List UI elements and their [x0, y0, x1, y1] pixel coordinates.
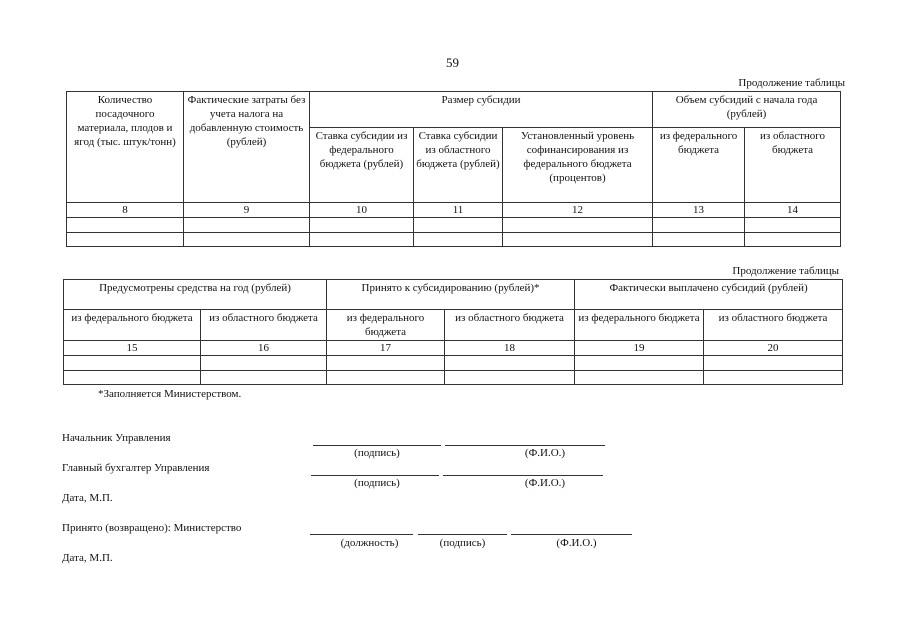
table-row [64, 371, 843, 385]
empty-cell[interactable] [64, 371, 201, 385]
empty-cell[interactable] [184, 218, 310, 233]
header-cofinancing-level: Установленный уровень софинансирования из федерального бюджета (процентов) [503, 128, 653, 203]
table-row [67, 218, 841, 233]
empty-cell[interactable] [503, 218, 653, 233]
name-line[interactable] [445, 445, 605, 446]
header-federal: из федерального бюджета [327, 310, 445, 341]
column-number: 13 [653, 203, 745, 218]
column-number: 9 [184, 203, 310, 218]
signature-line[interactable] [418, 534, 507, 535]
accepted-ministry-label: Принято (возвращено): Министерство [62, 522, 242, 534]
header-actually-paid: Фактически выплачено субсидий (рублей) [575, 280, 843, 310]
column-number: 14 [745, 203, 841, 218]
name-line[interactable] [511, 534, 632, 535]
empty-cell[interactable] [327, 356, 445, 371]
empty-cell[interactable] [67, 233, 184, 247]
header-planned-funds: Предусмотрены средства на год (рублей) [64, 280, 327, 310]
empty-cell[interactable] [503, 233, 653, 247]
header-regional: из областного бюджета [201, 310, 327, 341]
table-row [64, 356, 843, 371]
header-federal: из федерального бюджета [64, 310, 201, 341]
name-caption: (Ф.И.О.) [556, 537, 597, 549]
empty-cell[interactable] [201, 356, 327, 371]
signature-caption: (подпись) [439, 537, 486, 549]
header-subsidy-volume: Объем субсидий с начала года (рублей) [653, 92, 841, 128]
header-subsidy-size: Размер субсидии [310, 92, 653, 128]
subsidy-table-part2 [63, 279, 843, 385]
column-number: 12 [503, 203, 653, 218]
name-caption: (Ф.И.О.) [524, 447, 566, 459]
signature-caption: (подпись) [354, 447, 400, 459]
continuation-label: Продолжение таблицы [732, 265, 839, 277]
position-caption: (должность) [340, 537, 399, 549]
empty-cell[interactable] [310, 218, 414, 233]
empty-cell[interactable] [414, 218, 503, 233]
empty-cell[interactable] [575, 356, 704, 371]
column-number: 19 [575, 341, 704, 356]
empty-cell[interactable] [67, 218, 184, 233]
header-regional-rate: Ставка субсидии из областного бюджета (рублей) [414, 128, 503, 203]
column-number-row [67, 203, 841, 218]
column-number: 8 [67, 203, 184, 218]
signature-caption: (подпись) [354, 477, 400, 489]
column-number: 18 [445, 341, 575, 356]
empty-cell[interactable] [653, 218, 745, 233]
header-actual-costs: Фактические затраты без учета налога на добавленную стоимость (рублей) [184, 92, 310, 203]
chief-accountant-label: Главный бухгалтер Управления [62, 462, 210, 474]
header-accepted-for-subsidy: Принято к субсидированию (рублей)* [327, 280, 575, 310]
empty-cell[interactable] [445, 356, 575, 371]
position-line[interactable] [310, 534, 413, 535]
empty-cell[interactable] [445, 371, 575, 385]
name-caption: (Ф.И.О.) [524, 477, 566, 489]
empty-cell[interactable] [201, 371, 327, 385]
column-number: 17 [327, 341, 445, 356]
subsidy-table-part1 [66, 91, 841, 247]
empty-cell[interactable] [704, 356, 843, 371]
table-row [67, 233, 841, 247]
header-federal-rate: Ставка субсидии из федерального бюджета (рублей) [310, 128, 414, 203]
header-regional: из областного бюджета [704, 310, 843, 341]
column-number: 15 [64, 341, 201, 356]
empty-cell[interactable] [327, 371, 445, 385]
head-of-department-label: Начальник Управления [62, 432, 171, 444]
empty-cell[interactable] [704, 371, 843, 385]
header-regional: из областного бюджета [445, 310, 575, 341]
column-number: 20 [704, 341, 843, 356]
empty-cell[interactable] [575, 371, 704, 385]
continuation-label: Продолжение таблицы [738, 77, 845, 89]
empty-cell[interactable] [414, 233, 503, 247]
empty-cell[interactable] [745, 218, 841, 233]
header-volume-regional: из областного бюджета [745, 128, 841, 203]
column-number: 16 [201, 341, 327, 356]
column-number: 11 [414, 203, 503, 218]
empty-cell[interactable] [745, 233, 841, 247]
column-number-row [64, 341, 843, 356]
date-stamp-label: Дата, М.П. [62, 552, 113, 564]
empty-cell[interactable] [310, 233, 414, 247]
header-federal: из федерального бюджета [575, 310, 704, 341]
column-number: 10 [310, 203, 414, 218]
header-planting-material-quantity: Количество посадочного материала, плодов и ягод (тыс. штук/тонн) [67, 92, 184, 203]
header-volume-federal: из федерального бюджета [653, 128, 745, 203]
signature-line[interactable] [311, 475, 439, 476]
date-stamp-label: Дата, М.П. [62, 492, 113, 504]
signature-line[interactable] [313, 445, 441, 446]
footnote: *Заполняется Министерством. [98, 388, 242, 400]
page-number: 59 [446, 55, 459, 70]
empty-cell[interactable] [653, 233, 745, 247]
name-line[interactable] [443, 475, 603, 476]
empty-cell[interactable] [64, 356, 201, 371]
empty-cell[interactable] [184, 233, 310, 247]
